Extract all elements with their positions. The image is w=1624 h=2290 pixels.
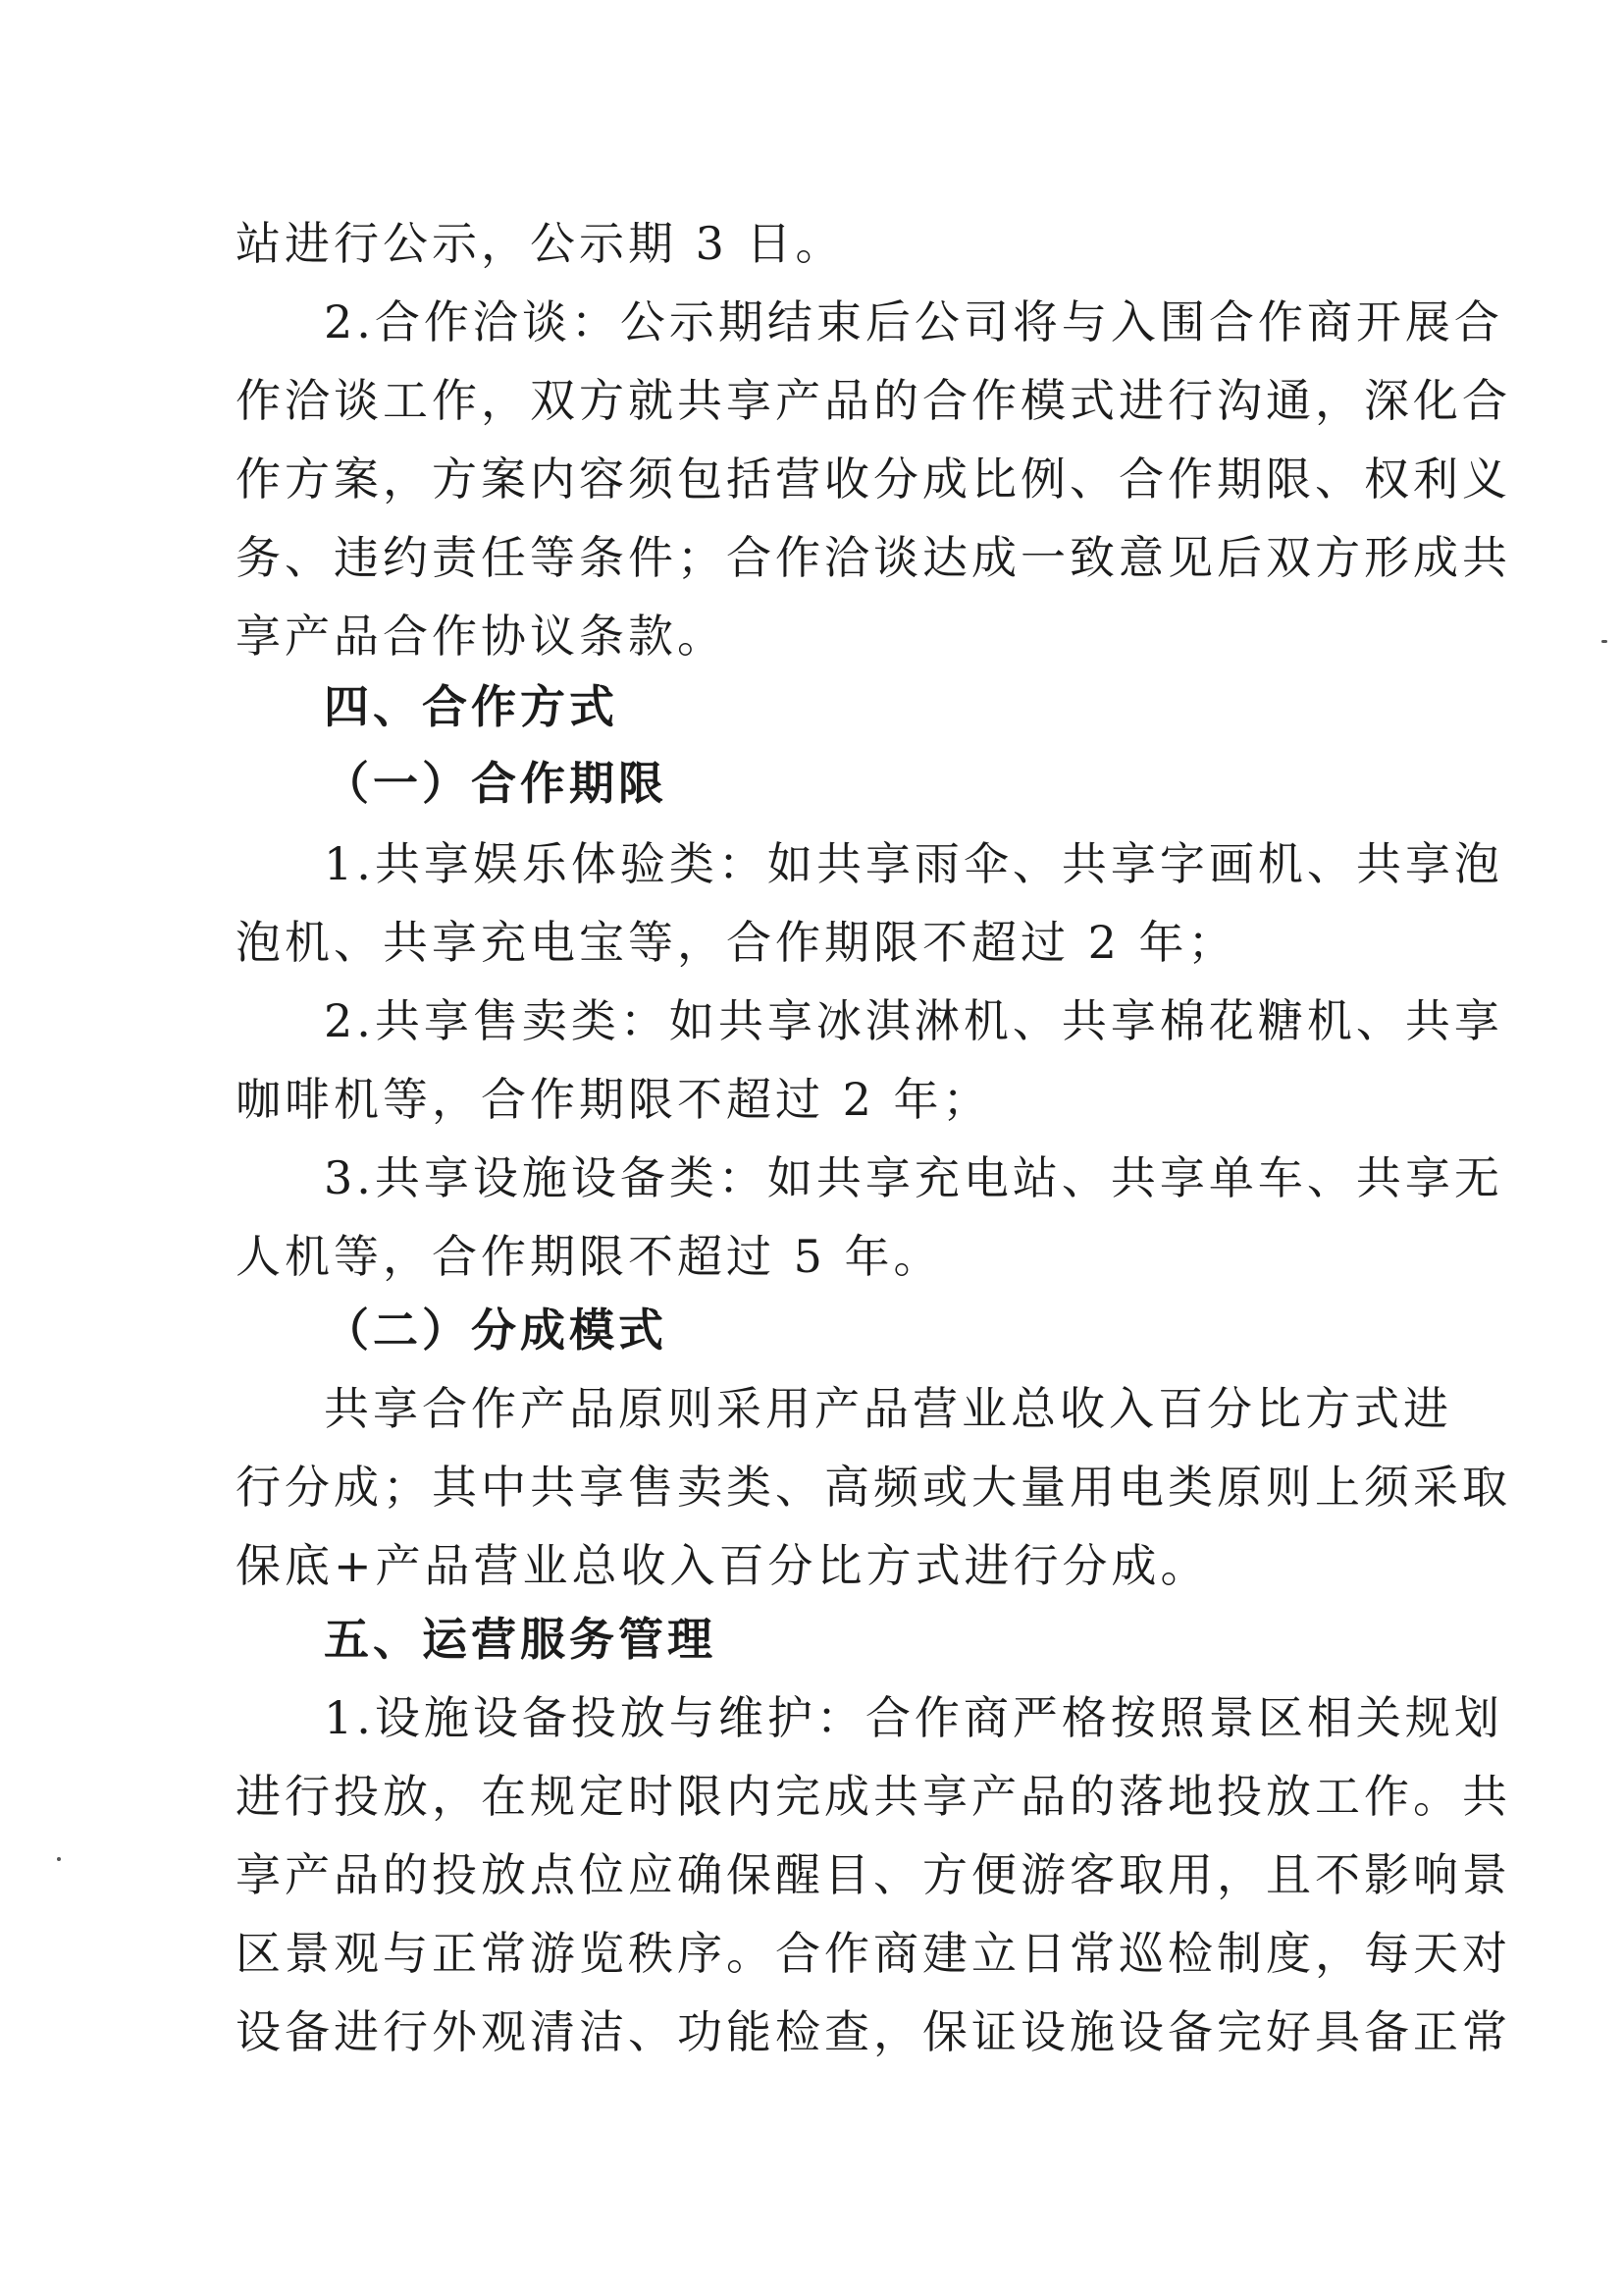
paragraph-line: 2.共享售卖类：如共享冰淇淋机、共享棉花糖机、共享	[324, 994, 1503, 1047]
paragraph-line: 3.共享设施设备类：如共享充电站、共享单车、共享无	[324, 1151, 1503, 1204]
paragraph-line: 共享合作产品原则采用产品营业总收入百分比方式进	[324, 1382, 1452, 1435]
paragraph-line: 1.共享娱乐体验类：如共享雨伞、共享字画机、共享泡	[324, 837, 1503, 890]
subsection-heading: （一）合作期限	[324, 757, 667, 810]
paragraph-line: 作方案，方案内容须包括营收分成比例、合作期限、权利义	[236, 453, 1511, 506]
paragraph-line: 务、违约责任等条件；合作洽谈达成一致意见后双方形成共	[236, 531, 1511, 584]
paragraph-line: 行分成；其中共享售卖类、高频或大量用电类原则上须采取	[236, 1461, 1511, 1514]
paragraph-line: 作洽谈工作，双方就共享产品的合作模式进行沟通，深化合	[236, 374, 1511, 427]
paragraph-line: 站进行公示，公示期 3 日。	[236, 217, 845, 270]
section-heading: 四、合作方式	[324, 680, 618, 733]
paragraph-line: 区景观与正常游览秩序。合作商建立日常巡检制度，每天对	[236, 1927, 1511, 1980]
paragraph-line: 保底+产品营业总收入百分比方式进行分成。	[236, 1539, 1210, 1592]
paragraph-line: 享产品的投放点位应确保醒目、方便游客取用，且不影响景	[236, 1848, 1511, 1901]
scan-speck	[1601, 640, 1607, 643]
paragraph-line: 人机等，合作期限不超过 5 年。	[236, 1230, 943, 1283]
scan-speck	[57, 1857, 61, 1861]
subsection-heading: （二）分成模式	[324, 1304, 667, 1357]
paragraph-line: 泡机、共享充电宝等，合作期限不超过 2 年；	[236, 916, 1237, 969]
paragraph-line: 享产品合作协议条款。	[236, 610, 726, 663]
paragraph-line: 2.合作洽谈：公示期结束后公司将与入围合作商开展合	[324, 295, 1503, 348]
paragraph-line: 1.设施设备投放与维护：合作商严格按照景区相关规划	[324, 1691, 1503, 1744]
section-heading: 五、运营服务管理	[324, 1613, 716, 1666]
paragraph-line: 咖啡机等，合作期限不超过 2 年；	[236, 1073, 992, 1126]
paragraph-line: 设备进行外观清洁、功能检查，保证设施设备完好具备正常	[236, 2005, 1511, 2058]
paragraph-line: 进行投放，在规定时限内完成共享产品的落地投放工作。共	[236, 1770, 1511, 1823]
